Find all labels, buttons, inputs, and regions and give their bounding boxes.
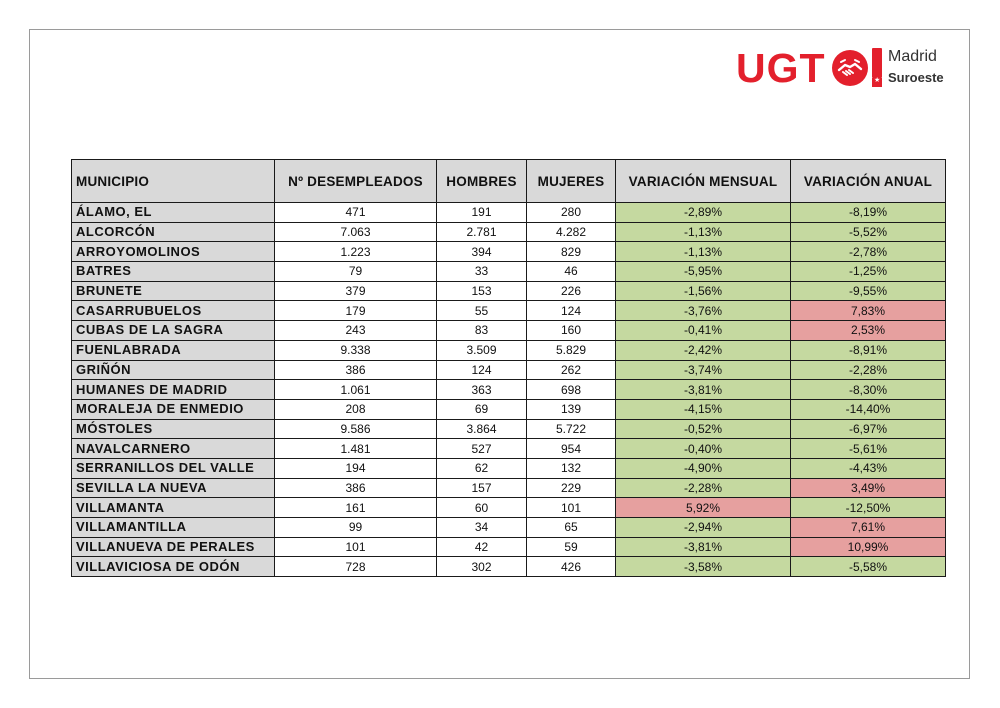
hombres-cell: 42 bbox=[437, 537, 527, 557]
variacion-mensual-cell: -3,74% bbox=[616, 360, 791, 380]
table-row bbox=[72, 360, 946, 380]
desempleados-cell: 101 bbox=[275, 537, 437, 557]
desempleados-cell: 79 bbox=[275, 262, 437, 282]
variacion-mensual-cell: -5,95% bbox=[616, 262, 791, 282]
municipio-cell: MÓSTOLES bbox=[72, 419, 275, 439]
variacion-mensual-cell: -3,58% bbox=[616, 557, 791, 577]
hombres-cell: 302 bbox=[437, 557, 527, 577]
municipio-cell: ALCORCÓN bbox=[72, 222, 275, 242]
variacion-anual-cell: -5,61% bbox=[791, 439, 946, 459]
variacion-anual-cell: -1,25% bbox=[791, 262, 946, 282]
desempleados-cell: 179 bbox=[275, 301, 437, 321]
table-row bbox=[72, 262, 946, 282]
variacion-mensual-cell: -2,89% bbox=[616, 203, 791, 223]
mujeres-cell: 5.722 bbox=[527, 419, 616, 439]
hombres-cell: 69 bbox=[437, 399, 527, 419]
municipio-cell: GRIÑÓN bbox=[72, 360, 275, 380]
municipio-cell: VILLANUEVA DE PERALES bbox=[72, 537, 275, 557]
municipio-cell: HUMANES DE MADRID bbox=[72, 380, 275, 400]
variacion-anual-cell: -14,40% bbox=[791, 399, 946, 419]
variacion-anual-cell: -5,52% bbox=[791, 222, 946, 242]
table-row bbox=[72, 458, 946, 478]
table-row bbox=[72, 203, 946, 223]
variacion-anual-cell: 7,61% bbox=[791, 518, 946, 538]
mujeres-cell: 829 bbox=[527, 242, 616, 262]
table-row bbox=[72, 242, 946, 262]
desempleados-cell: 9.338 bbox=[275, 340, 437, 360]
variacion-mensual-cell: -3,81% bbox=[616, 380, 791, 400]
desempleados-cell: 386 bbox=[275, 478, 437, 498]
mujeres-cell: 226 bbox=[527, 281, 616, 301]
table-row bbox=[72, 222, 946, 242]
header-desempleados: Nº DESEMPLEADOS bbox=[275, 160, 437, 203]
municipio-cell: VILLAVICIOSA DE ODÓN bbox=[72, 557, 275, 577]
desempleados-cell: 161 bbox=[275, 498, 437, 518]
desempleados-cell: 194 bbox=[275, 458, 437, 478]
variacion-anual-cell: -8,91% bbox=[791, 340, 946, 360]
variacion-anual-cell: 10,99% bbox=[791, 537, 946, 557]
mujeres-cell: 132 bbox=[527, 458, 616, 478]
mujeres-cell: 262 bbox=[527, 360, 616, 380]
variacion-anual-cell: -9,55% bbox=[791, 281, 946, 301]
hombres-cell: 2.781 bbox=[437, 222, 527, 242]
variacion-mensual-cell: -1,56% bbox=[616, 281, 791, 301]
mujeres-cell: 229 bbox=[527, 478, 616, 498]
hombres-cell: 124 bbox=[437, 360, 527, 380]
table-body bbox=[72, 203, 946, 577]
hombres-cell: 60 bbox=[437, 498, 527, 518]
variacion-anual-cell: -8,30% bbox=[791, 380, 946, 400]
variacion-mensual-cell: -3,81% bbox=[616, 537, 791, 557]
table-row bbox=[72, 380, 946, 400]
mujeres-cell: 698 bbox=[527, 380, 616, 400]
table-row bbox=[72, 301, 946, 321]
mujeres-cell: 4.282 bbox=[527, 222, 616, 242]
desempleados-cell: 728 bbox=[275, 557, 437, 577]
mujeres-cell: 160 bbox=[527, 321, 616, 341]
variacion-mensual-cell: -2,42% bbox=[616, 340, 791, 360]
hombres-cell: 153 bbox=[437, 281, 527, 301]
table-row bbox=[72, 321, 946, 341]
table-row bbox=[72, 399, 946, 419]
desempleados-cell: 379 bbox=[275, 281, 437, 301]
table-row bbox=[72, 537, 946, 557]
variacion-mensual-cell: -0,40% bbox=[616, 439, 791, 459]
municipio-cell: SEVILLA LA NUEVA bbox=[72, 478, 275, 498]
table-row bbox=[72, 478, 946, 498]
municipio-cell: ARROYOMOLINOS bbox=[72, 242, 275, 262]
desempleados-cell: 1.481 bbox=[275, 439, 437, 459]
mujeres-cell: 101 bbox=[527, 498, 616, 518]
logo-region: Suroeste bbox=[888, 70, 944, 85]
municipio-cell: VILLAMANTILLA bbox=[72, 518, 275, 538]
municipio-cell: BRUNETE bbox=[72, 281, 275, 301]
variacion-anual-cell: 3,49% bbox=[791, 478, 946, 498]
variacion-mensual-cell: -3,76% bbox=[616, 301, 791, 321]
variacion-anual-cell: -5,58% bbox=[791, 557, 946, 577]
desempleados-cell: 1.061 bbox=[275, 380, 437, 400]
ugt-logo bbox=[736, 44, 946, 92]
unemployment-table bbox=[71, 159, 946, 577]
municipio-cell: NAVALCARNERO bbox=[72, 439, 275, 459]
hombres-cell: 157 bbox=[437, 478, 527, 498]
municipio-cell: BATRES bbox=[72, 262, 275, 282]
table-header-row bbox=[72, 160, 946, 203]
table-row bbox=[72, 498, 946, 518]
desempleados-cell: 471 bbox=[275, 203, 437, 223]
desempleados-cell: 243 bbox=[275, 321, 437, 341]
variacion-anual-cell: -6,97% bbox=[791, 419, 946, 439]
variacion-anual-cell: 7,83% bbox=[791, 301, 946, 321]
desempleados-cell: 9.586 bbox=[275, 419, 437, 439]
hombres-cell: 363 bbox=[437, 380, 527, 400]
table-row bbox=[72, 557, 946, 577]
variacion-anual-cell: -2,78% bbox=[791, 242, 946, 262]
hombres-cell: 33 bbox=[437, 262, 527, 282]
star-icon: ★ bbox=[874, 77, 881, 84]
hombres-cell: 394 bbox=[437, 242, 527, 262]
mujeres-cell: 280 bbox=[527, 203, 616, 223]
hombres-cell: 3.864 bbox=[437, 419, 527, 439]
hombres-cell: 34 bbox=[437, 518, 527, 538]
desempleados-cell: 386 bbox=[275, 360, 437, 380]
table-row bbox=[72, 281, 946, 301]
mujeres-cell: 5.829 bbox=[527, 340, 616, 360]
mujeres-cell: 139 bbox=[527, 399, 616, 419]
desempleados-cell: 99 bbox=[275, 518, 437, 538]
variacion-anual-cell: 2,53% bbox=[791, 321, 946, 341]
variacion-mensual-cell: -0,41% bbox=[616, 321, 791, 341]
mujeres-cell: 954 bbox=[527, 439, 616, 459]
variacion-anual-cell: -12,50% bbox=[791, 498, 946, 518]
hombres-cell: 55 bbox=[437, 301, 527, 321]
logo-city: Madrid bbox=[888, 48, 937, 65]
hombres-cell: 3.509 bbox=[437, 340, 527, 360]
header-mujeres: MUJERES bbox=[527, 160, 616, 203]
variacion-anual-cell: -4,43% bbox=[791, 458, 946, 478]
table-row bbox=[72, 518, 946, 538]
header-hombres: HOMBRES bbox=[437, 160, 527, 203]
variacion-anual-cell: -2,28% bbox=[791, 360, 946, 380]
variacion-mensual-cell: -4,90% bbox=[616, 458, 791, 478]
municipio-cell: MORALEJA DE ENMEDIO bbox=[72, 399, 275, 419]
variacion-mensual-cell: 5,92% bbox=[616, 498, 791, 518]
desempleados-cell: 7.063 bbox=[275, 222, 437, 242]
variacion-mensual-cell: -0,52% bbox=[616, 419, 791, 439]
hombres-cell: 83 bbox=[437, 321, 527, 341]
logo-brand-text: UGT bbox=[736, 45, 826, 91]
mujeres-cell: 65 bbox=[527, 518, 616, 538]
mujeres-cell: 426 bbox=[527, 557, 616, 577]
variacion-mensual-cell: -2,94% bbox=[616, 518, 791, 538]
desempleados-cell: 208 bbox=[275, 399, 437, 419]
municipio-cell: FUENLABRADA bbox=[72, 340, 275, 360]
municipio-cell: CASARRUBUELOS bbox=[72, 301, 275, 321]
header-municipio: MUNICIPIO bbox=[72, 160, 275, 203]
municipio-cell: CUBAS DE LA SAGRA bbox=[72, 321, 275, 341]
header-variacion-anual: VARIACIÓN ANUAL bbox=[791, 160, 946, 203]
table-row bbox=[72, 439, 946, 459]
variacion-mensual-cell: -2,28% bbox=[616, 478, 791, 498]
table-row bbox=[72, 419, 946, 439]
variacion-mensual-cell: -1,13% bbox=[616, 242, 791, 262]
header-variacion-mensual: VARIACIÓN MENSUAL bbox=[616, 160, 791, 203]
variacion-mensual-cell: -1,13% bbox=[616, 222, 791, 242]
handshake-icon bbox=[832, 50, 868, 86]
hombres-cell: 191 bbox=[437, 203, 527, 223]
logo-exclamation bbox=[872, 48, 882, 78]
hombres-cell: 527 bbox=[437, 439, 527, 459]
mujeres-cell: 46 bbox=[527, 262, 616, 282]
desempleados-cell: 1.223 bbox=[275, 242, 437, 262]
variacion-mensual-cell: -4,15% bbox=[616, 399, 791, 419]
municipio-cell: SERRANILLOS DEL VALLE bbox=[72, 458, 275, 478]
hombres-cell: 62 bbox=[437, 458, 527, 478]
municipio-cell: ÁLAMO, EL bbox=[72, 203, 275, 223]
mujeres-cell: 124 bbox=[527, 301, 616, 321]
table-row bbox=[72, 340, 946, 360]
mujeres-cell: 59 bbox=[527, 537, 616, 557]
variacion-anual-cell: -8,19% bbox=[791, 203, 946, 223]
municipio-cell: VILLAMANTA bbox=[72, 498, 275, 518]
